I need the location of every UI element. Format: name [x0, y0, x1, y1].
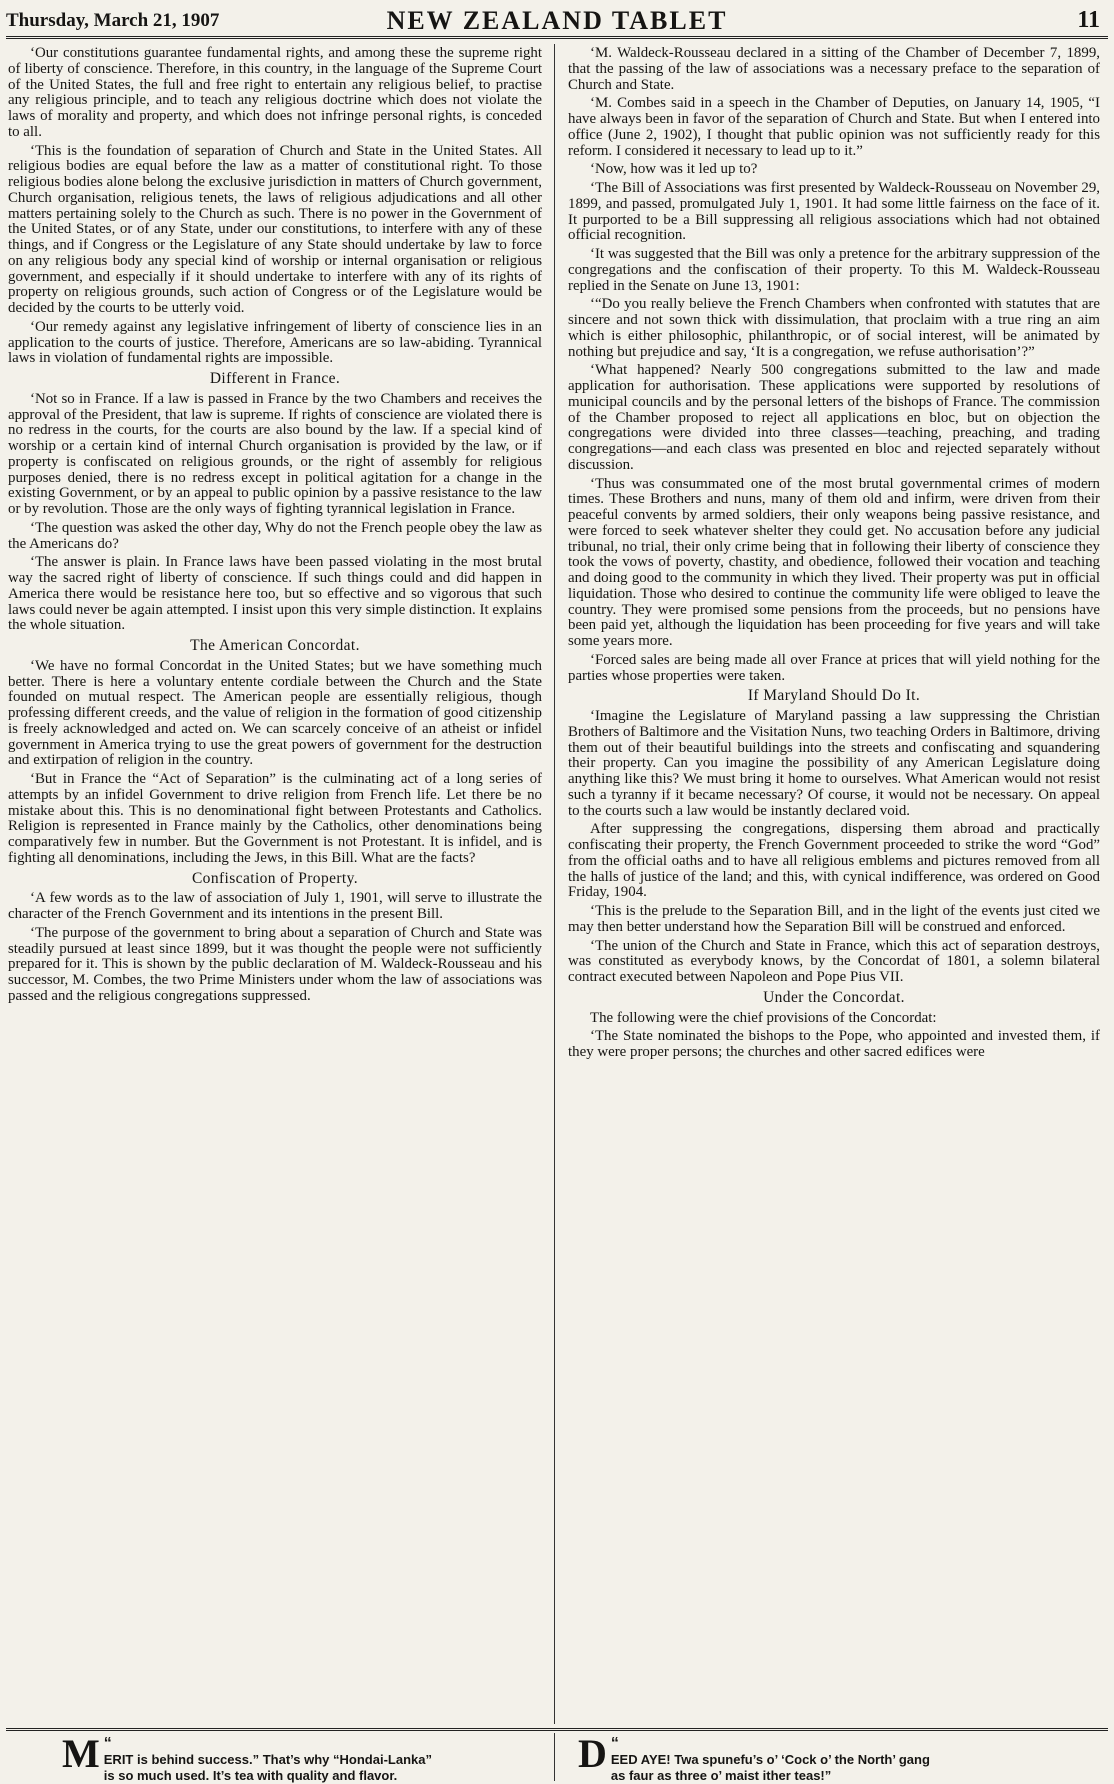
- section-heading: Under the Concordat.: [763, 988, 905, 1006]
- footer-rule: [6, 1728, 1108, 1731]
- article-paragraph: ‘The answer is plain. In France laws have been passed violating in the most brutal way the sacred right of liberty of conscience. If such things could and did happen in America there would be resistance here too, but so effective and so vigorous that such laws could never be again attempted. I insist upon this very simple distinction. It explains the whole situation.: [8, 554, 542, 634]
- page-header: [0, 4, 1114, 34]
- article-paragraph: ‘The question was asked the other day, Why do not the French people obey the law as the Americans do?: [8, 519, 542, 552]
- article-paragraph: ‘Forced sales are being made all over France at prices that will yield nothing for the parties whose properties were taken.: [568, 651, 1100, 684]
- ad-dropcap: D: [578, 1731, 607, 1776]
- ad-dropcap: M: [62, 1731, 100, 1776]
- ad-line: EED AYE! Twa spunefu’s o’ ‘Cock o’ the North’ gang: [610, 1752, 930, 1767]
- article-paragraph: ‘It was suggested that the Bill was only a pretence for the arbitrary suppression of the congregations and the confiscation of their property. To this M. Waldeck-Rousseau replied in the Senate on June 13, 1901:: [568, 246, 1100, 294]
- section-heading: If Maryland Should Do It.: [747, 687, 921, 705]
- ad-line: ERIT is behind success.” That’s why “Hondai-Lanka”: [103, 1752, 432, 1767]
- header-rule: [6, 36, 1108, 39]
- article-paragraph: ‘M. Waldeck-Rousseau declared in a sitting of the Chamber of December 7, 1899, that the passing of the law of associations was a necessary preface to the separation of Church and State.: [568, 46, 1100, 93]
- article-paragraph: ‘Our remedy against any legislative infringement of liberty of conscience lies in an application to the courts of justice. Therefore, Americans are so law-abiding. Tyrannical laws in violation of fundamental rights are impossible.: [8, 318, 542, 367]
- right-column: [568, 46, 1100, 1718]
- article-paragraph: ‘“Do you really believe the French Chambers when confronted with statutes that are sincere and not sown thick with dissimulation, that proclaim with a true ring an aim which is either philosophic, philanthropic, or of social interest, will be animated by nothing but prejudice and say, ‘It is a congregation, we refuse authorisation’?”: [568, 296, 1100, 360]
- ad-open-quote: “: [103, 1735, 112, 1752]
- article-paragraph: ‘We have no formal Concordat in the United States; but we have something much better. There is here a voluntary entente cordiale between the Church and the State founded on mutual respect. The American people are essentially religious, though professing different creeds, and the value of religion in the formation of good citizenship is freely acknowledged and acted on. We can scarcely conceive of an atheist or infidel government in America trying to use the great powers of government for the destruction and extirpation of religion in the country.: [8, 657, 542, 769]
- advert-cock-o-the-north: [578, 1731, 1098, 1783]
- article-paragraph: ‘What happened? Nearly 500 congregations submitted to the law and made application for authorisation. These applications were supported by resolutions of municipal councils and by the personal letters of the bishops of France. The commission of the Chamber proposed to reject all applications en bloc, but on objection the congregations were divided into three classes—teaching, preaching, and trading congregations—and each class was presented en bloc and rejected separately without discussion.: [568, 362, 1100, 473]
- article-paragraph: ‘The union of the Church and State in France, which this act of separation destroys, was constituted as everybody knows, by the Concordat of 1801, a solemn bilateral contract executed between Napoleon and Pope Pius VII.: [568, 937, 1100, 985]
- article-paragraph: ‘Imagine the Legislature of Maryland passing a law suppressing the Christian Brothers of Baltimore and the Visitation Nuns, two teaching Orders in Baltimore, driving them out of their beautiful buildings into the streets and confiscating and squandering their property. Can you imagine the possibility of any American Legislature doing anything like this? We must bring it home to ourselves. What American would not resist such a tyranny if it became necessary? Of course, it would not be necessary. On appeal to the courts such a law would be instantly declared void.: [568, 708, 1100, 819]
- left-column: [8, 46, 542, 1718]
- page-number: 11: [1077, 7, 1100, 33]
- article-paragraph: After suppressing the congregations, dispersing them abroad and practically confiscating their property, the French Government proceeded to strike the word “God” from the official oaths and to have all religious emblems and pictures removed from all the halls of justice of the land; and this, with cynical indifference, was ordered on Good Friday, 1904.: [568, 821, 1100, 901]
- ad-line: is so much used. It’s tea with quality and flavor.: [103, 1768, 398, 1783]
- section-heading: Different in France.: [209, 370, 341, 387]
- article-paragraph: ‘But in France the “Act of Separation” is the culminating act of a long series of attempts by an infidel Government to drive religion from French life. Let there be no mistake about this. This is no denominational fight between Protestants and Catholics. Religion is represented in France mainly by the Catholics, other denominations being comparatively few in number. But the Government is not Protestant. It is infidel, and is fighting all denominations, including the Jews, in this Bill. What are the facts?: [8, 771, 542, 866]
- article-paragraph: ‘M. Combes said in a speech in the Chamber of Deputies, on January 14, 1905, “I have always been in favor of the separation of Church and State. But when I entered into office (June 2, 1902), I thought that public opinion was not sufficiently ready for this reform. I considered it necessary to lead up to it.”: [568, 95, 1100, 159]
- article-paragraph: ‘This is the foundation of separation of Church and State in the United States. All religious bodies are equal before the law as a matter of constitutional right. To those religious bodies alone belong the exclusive jurisdiction in matters of Church government, Church organisation, religious tenets, the laws of religious adjudications and all other matters pertaining solely to the Church as such. There is no power in the Government of the United States, or of any State, under our constitutions, to interfere with any of these things, and if Congress or the Legislature of any State should undertake by law to force on any religious body any special kind of worship or internal organisation or religious government, and especially if it should undertake to interfere with any of its rights of property on religious grounds, such action of Congress or of the Legislature would be decided by the courts to be utterly void.: [8, 142, 542, 316]
- advert-hondai-lanka: [62, 1731, 532, 1783]
- article-paragraph: ‘The State nominated the bishops to the Pope, who appointed and invested them, if they were proper persons; the churches and other sacred edifices were: [568, 1028, 1100, 1060]
- ad-open-quote: “: [610, 1735, 619, 1752]
- article-paragraph: ‘This is the prelude to the Separation Bill, and in the light of the events just cited we may then better understand how the Separation Bill will be construed and enforced.: [568, 903, 1100, 935]
- ad-line: as faur as three o’ maist ither teas!”: [610, 1768, 832, 1783]
- article-paragraph: ‘Our constitutions guarantee fundamental rights, and among these the supreme right of liberty of conscience. Therefore, in this country, in the language of the Supreme Court of the United States, the full and free right to entertain any religious belief, to practise any religious principle, and to teach any religious doctrine which does not violate the laws of morality and property, and which does not infringe personal rights, is conceded to all.: [8, 46, 542, 140]
- article-paragraph: The following were the chief provisions of the Concordat:: [590, 1009, 937, 1026]
- ad-divider: [554, 1733, 555, 1781]
- column-divider: [554, 44, 555, 1724]
- article-paragraph: ‘Now, how was it led up to?: [590, 161, 758, 178]
- issue-date: Thursday, March 21, 1907: [6, 10, 220, 31]
- article-paragraph: ‘A few words as to the law of association of July 1, 1901, will serve to illustrate the character of the French Government and its intentions in the present Bill.: [8, 890, 542, 922]
- masthead-title: NEW ZEALAND TABLET: [386, 6, 728, 35]
- section-heading: The American Concordat.: [190, 637, 360, 654]
- article-paragraph: ‘Not so in France. If a law is passed in France by the two Chambers and receives the approval of the President, that law is supreme. If rights of conscience are violated there is no redress in the courts, for the courts are also bound by the law. If a special kind of worship or a certain kind of internal Church organisation is provided by the law, or if property is confiscated on religious grounds, or the right of assembly for religious purposes denied, there is no redress except in political agitation for a change in the existing Government, or by an appeal to public opinion by a passive resistance to the law or by revolution. Those are the only ways of fighting tyrannical legislation in France.: [8, 390, 542, 517]
- article-paragraph: ‘Thus was consummated one of the most brutal governmental crimes of modern times. These Brothers and nuns, many of them old and infirm, were driven from their peaceful convents by armed soldiers, their only weapons being passive resistance, and were forced to seek whatever shelter they could get. No accusation before any judicial tribunal, no trial, their only crime being that in following their liberty of conscience they took the vows of poverty, chastity, and obedience, followed their vocation and teaching and doing good to the community in which they lived. Their property was put in official liquidation. Those who desired to continue the community life were obliged to leave the country. They were promised some pensions from the proceeds, but no pensions have been paid yet, although the liquidation has been proceeding for five years and will take some years more.: [568, 475, 1100, 649]
- section-heading: Confiscation of Property.: [191, 869, 359, 887]
- article-paragraph: ‘The purpose of the government to bring about a separation of Church and State was steadily pursued at least since 1899, but it was thought the people were not sufficiently prepared for it. This is shown by the public declaration of M. Waldeck-Rousseau and his successor, M. Combes, the two Prime Ministers under whom the law of associations was passed and the religious congregations suppressed.: [8, 924, 542, 1004]
- article-paragraph: ‘The Bill of Associations was first presented by Waldeck-Rousseau on November 29, 1899, and passed, promulgated July 1, 1901. It had some little fairness on the face of it. It purported to be a Bill suppressing all religious associations which had not obtained official recognition.: [568, 180, 1100, 244]
